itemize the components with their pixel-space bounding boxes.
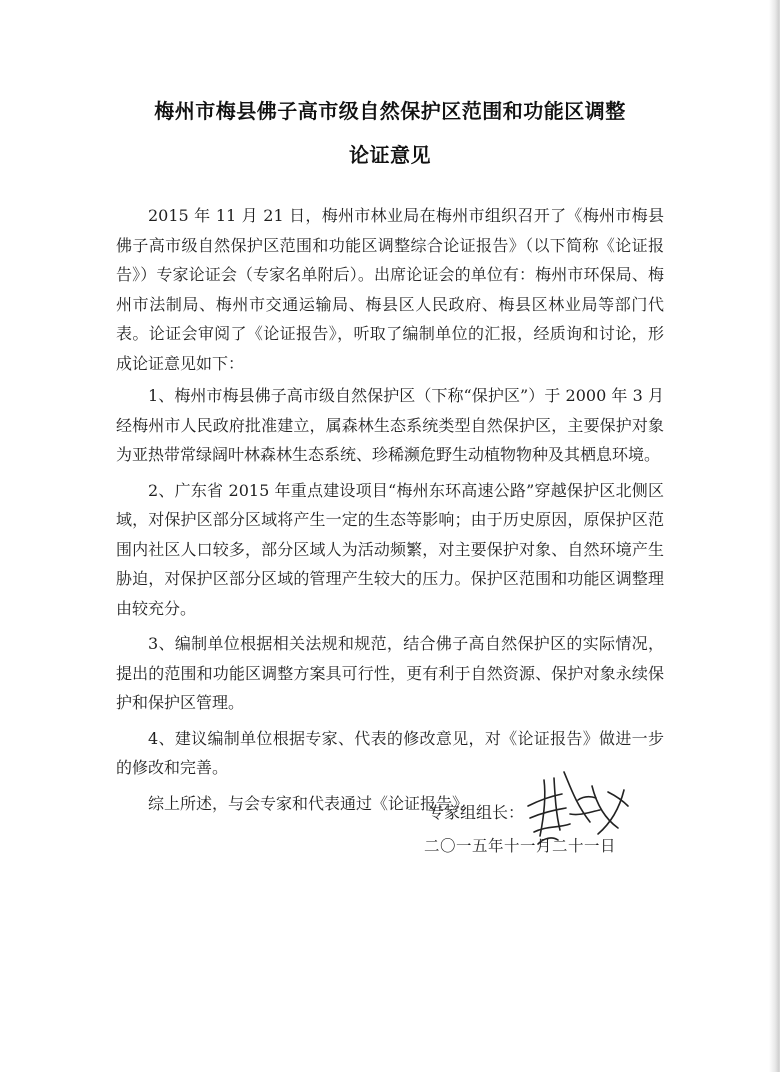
signature-label: 专家组组长：	[428, 803, 525, 822]
paragraph-item-4: 4、建议编制单位根据专家、代表的修改意见，对《论证报告》做进一步的修改和完善。	[116, 728, 664, 777]
document-title-line1: 梅州市梅县佛子高市级自然保护区范围和功能区调整	[154, 99, 626, 123]
paragraph-conclusion: 综上所述，与会专家和代表通过《论证报告》。	[148, 793, 477, 813]
paragraph-item-2: 2、广东省 2015 年重点建设项目“梅州东环高速公路”穿越保护区北侧区域，对保护区部分区域将产生一定的生态等影响；由于历史原因，原保护区范围内社区人口较多，部分区域人为活动频繁，对主要保护对象、自然环境产生胁迫，对保护区部分区域的管理产生较大的压力。保护区范围和功能区调整理由较充分。	[116, 480, 664, 618]
paragraph-item-1: 1、梅州市梅县佛子高市级自然保护区（下称“保护区”）于 2000 年 3 月经梅州市人民政府批准建立，属森林生态系统类型自然保护区，主要保护对象为亚热带常绿阔叶林森林生态系统、珍稀濒危野生动植物物种及其栖息环境。	[116, 386, 664, 464]
signature-block	[420, 788, 680, 868]
paragraph-item-3: 3、编制单位根据相关法规和规范，结合佛子高自然保护区的实际情况，提出的范围和功能区调整方案具可行性，更有利于自然资源、保护对象永续保护和保护区管理。	[116, 634, 664, 712]
document-body	[116, 201, 664, 824]
document-title-line2: 论证意见	[349, 143, 431, 167]
document-date: 二〇一五年十一月二十一日	[424, 837, 617, 855]
paragraph-intro: 2015 年 11 月 21 日，梅州市林业局在梅州市组织召开了《梅州市梅县佛子高市级自然保护区范围和功能区调整综合论证报告》（以下简称《论证报告》）专家论证会（专家名单附后）。出席论证会的单位有：梅州市环保局、梅州市法制局、梅州市交通运输局、梅县区人民政府、梅县区林业局等部门代表。论证会审阅了《论证报告》，听取了编制单位的汇报，经质询和讨论，形成论证意见如下：	[116, 206, 664, 373]
